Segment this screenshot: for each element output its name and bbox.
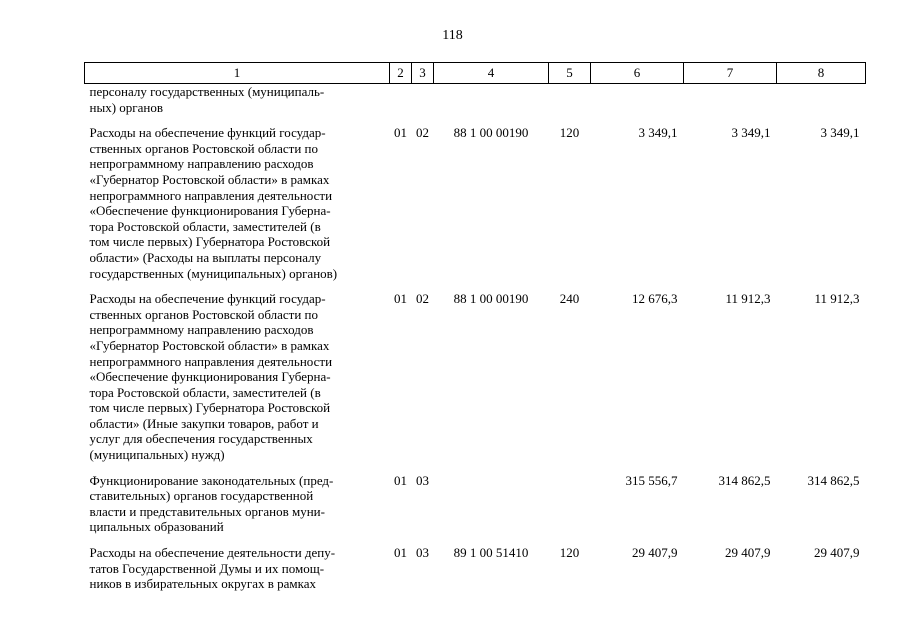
cell-y3: 3 349,1: [820, 125, 860, 141]
table-row: [85, 463, 866, 535]
cell-rz: 01: [394, 545, 407, 561]
cell-y1: [591, 84, 684, 116]
cell-y2: 29 407,9: [725, 545, 771, 561]
cell-y1: 315 556,7: [625, 472, 678, 488]
description-line: татов Государственной Думы и их помощ-: [89, 560, 325, 576]
description-line: ных) органов: [89, 99, 163, 115]
column-header: 3: [412, 63, 434, 84]
cell-y2: [684, 84, 777, 116]
description-line: персоналу государственных (муниципаль-: [89, 84, 325, 99]
description-line: непрограммному направлению расходов: [89, 156, 314, 172]
table-header-row: [85, 63, 866, 84]
cell-pr: 03: [416, 472, 429, 488]
description-line: ципальных образований: [89, 519, 224, 535]
description-line: (муниципальных) нужд): [89, 447, 225, 463]
cell-y1: 29 407,9: [632, 545, 678, 561]
description-line: тора Ростовской области, заместителей (в: [89, 384, 321, 400]
page-number: 118: [442, 28, 463, 43]
description-line: государственных (муниципальных) органов): [89, 265, 338, 281]
cell-rz: 01: [394, 125, 407, 141]
description-line: ственных органов Ростовской области по: [89, 140, 318, 156]
description-line: непрограммному направлению расходов: [89, 322, 314, 338]
table-row: [85, 115, 866, 281]
cell-pr: [412, 84, 434, 116]
description-line: том числе первых) Губернатора Ростовской: [89, 234, 331, 250]
description-line: непрограммного направления деятельности: [89, 187, 333, 203]
cell-vr: 120: [559, 545, 580, 561]
cell-rz: 01: [394, 472, 407, 488]
description-line: тора Ростовской области, заместителей (в: [89, 218, 321, 234]
column-header: 5: [549, 63, 591, 84]
description-line: ников в избирательных округах в рамках: [89, 576, 317, 592]
cell-vr: [549, 84, 591, 116]
cell-rz: [390, 84, 412, 116]
description-line: власти и представительных органов муни-: [89, 503, 325, 519]
cell-csr: 88 1 00 00190: [453, 291, 529, 307]
cell-csr: 89 1 00 51410: [453, 545, 529, 561]
description-line: том числе первых) Губернатора Ростовской: [89, 400, 331, 416]
description-line: ставительных) органов государственной: [89, 488, 314, 504]
column-header: 2: [390, 63, 412, 84]
cell-y1: 12 676,3: [632, 291, 678, 307]
cell-y1: 3 349,1: [638, 125, 678, 141]
column-header: 7: [684, 63, 777, 84]
description-line: Расходы на обеспечение функций государ-: [89, 291, 326, 307]
description-line: ственных органов Ростовской области по: [89, 306, 318, 322]
cell-vr: 240: [559, 291, 580, 307]
cell-csr: [434, 84, 549, 116]
cell-y3: 314 862,5: [807, 472, 860, 488]
row-description: [85, 281, 390, 463]
cell-y2: 3 349,1: [731, 125, 771, 141]
budget-table: [84, 62, 866, 592]
description-line: «Губернатор Ростовской области» в рамках: [89, 171, 330, 187]
cell-vr: [549, 463, 591, 535]
description-line: Функционирование законодательных (пред-: [89, 472, 334, 488]
cell-pr: 02: [416, 291, 429, 307]
cell-y3: 11 912,3: [814, 291, 860, 307]
cell-csr: [434, 463, 549, 535]
cell-csr: 88 1 00 00190: [453, 125, 529, 141]
table-row: [85, 84, 866, 116]
row-description: [85, 84, 390, 116]
cell-pr: 03: [416, 545, 429, 561]
column-header: 1: [85, 63, 390, 84]
description-line: «Губернатор Ростовской области» в рамках: [89, 337, 330, 353]
description-line: «Обеспечение функционирования Губерна-: [89, 203, 331, 219]
cell-pr: 02: [416, 125, 429, 141]
cell-vr: 120: [559, 125, 580, 141]
description-line: непрограммного направления деятельности: [89, 353, 333, 369]
description-line: области» (Иные закупки товаров, работ и: [89, 415, 319, 431]
row-description: [85, 463, 390, 535]
cell-y2: 11 912,3: [725, 291, 771, 307]
table-row: [85, 535, 866, 592]
cell-y3: 29 407,9: [814, 545, 860, 561]
column-header: 8: [777, 63, 866, 84]
column-header: 4: [434, 63, 549, 84]
description-line: области» (Расходы на выплаты персоналу: [89, 249, 322, 265]
description-line: «Обеспечение функционирования Губерна-: [89, 369, 331, 385]
description-line: Расходы на обеспечение функций государ-: [89, 125, 326, 141]
cell-y3: [777, 84, 866, 116]
row-description: [85, 115, 390, 281]
column-header: 6: [591, 63, 684, 84]
cell-rz: 01: [394, 291, 407, 307]
description-line: Расходы на обеспечение деятельности депу-: [89, 545, 336, 561]
cell-y2: 314 862,5: [718, 472, 771, 488]
row-description: [85, 535, 390, 592]
description-line: услуг для обеспечения государственных: [89, 431, 313, 447]
table-row: [85, 281, 866, 463]
